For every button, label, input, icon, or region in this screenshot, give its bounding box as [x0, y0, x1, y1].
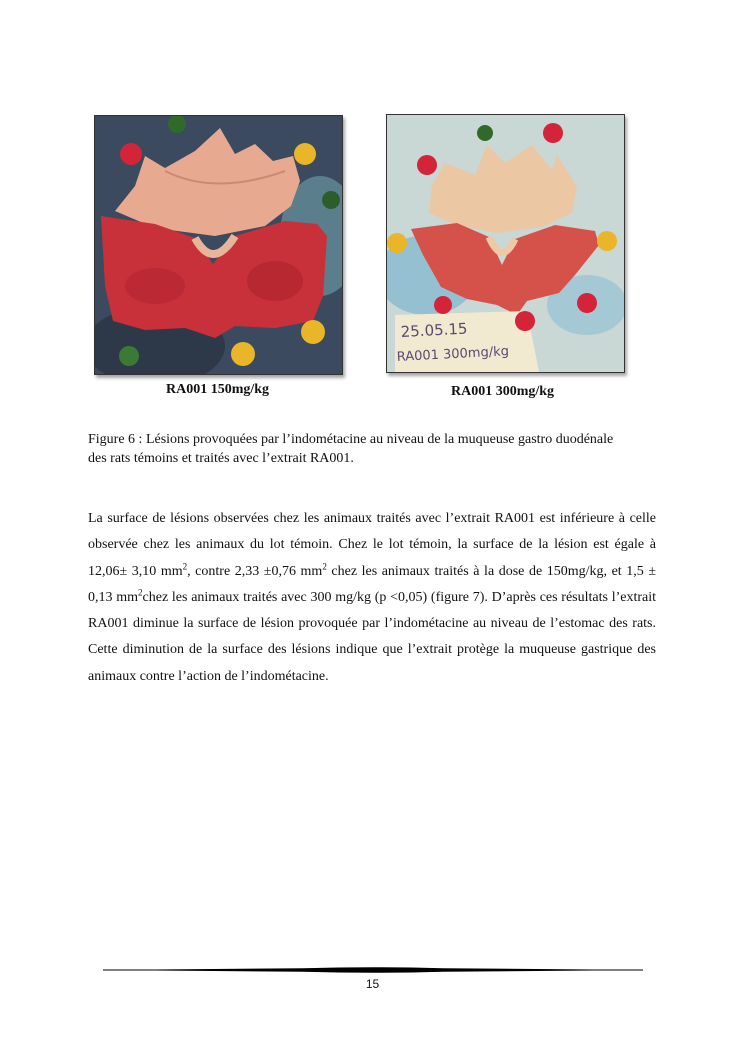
stomach-illustration-150mg — [95, 116, 342, 374]
figure-caption-line1: Figure 6 : Lésions provoquées par l’indométacine au niveau de la muqueuse gastro duodénale — [88, 432, 614, 447]
stomach-photo-150mg — [94, 115, 343, 375]
figure-caption — [88, 430, 658, 468]
paragraph-part-1: La surface de lésions observées chez les animaux traités avec l’extrait RA001 est inférieure à celle observée chez les animaux du lot témoin. Chez le lot témoin, la surface de la lésion est égale à 12,06± 3,10 mm — [88, 511, 656, 579]
photo-tag-label: RA001 300mg/kg — [396, 344, 510, 365]
superscript-2: 2 — [322, 560, 327, 571]
footer-rule — [103, 964, 643, 976]
photo-label-300mg: RA001 300mg/kg — [451, 384, 555, 399]
figure-caption-line2: des rats témoins et traités avec l’extrait RA001. — [88, 451, 354, 466]
photo-tag-date: 25.05.15 — [400, 319, 468, 341]
stomach-photo-300mg — [386, 114, 625, 373]
paragraph-part-4: chez les animaux traités avec 300 mg/kg (p <0,05) (figure 7). D’après ces résultats l’extrait RA001 diminue la surface de lésion provoquée par l’indométacine au niveau de l’estomac des rats. Cette diminution de la surface des lésions indique que l’extrait protège la muqueuse gastrique des animaux contre l’action de l’indométacine. — [88, 589, 657, 684]
page-number: 15 — [365, 977, 380, 991]
paragraph-part-2: , contre 2,33 ±0,76 mm — [187, 563, 323, 579]
results-paragraph — [88, 506, 656, 690]
superscript-3: 2 — [138, 587, 143, 598]
photo-label-150mg: RA001 150mg/kg — [166, 382, 270, 397]
superscript-1: 2 — [182, 560, 188, 571]
paragraph-part-3: chez les animaux traités à la dose de 150mg/kg, et 1,5 ± 0,13 mm — [88, 563, 656, 605]
stomach-illustration-300mg — [387, 115, 624, 372]
